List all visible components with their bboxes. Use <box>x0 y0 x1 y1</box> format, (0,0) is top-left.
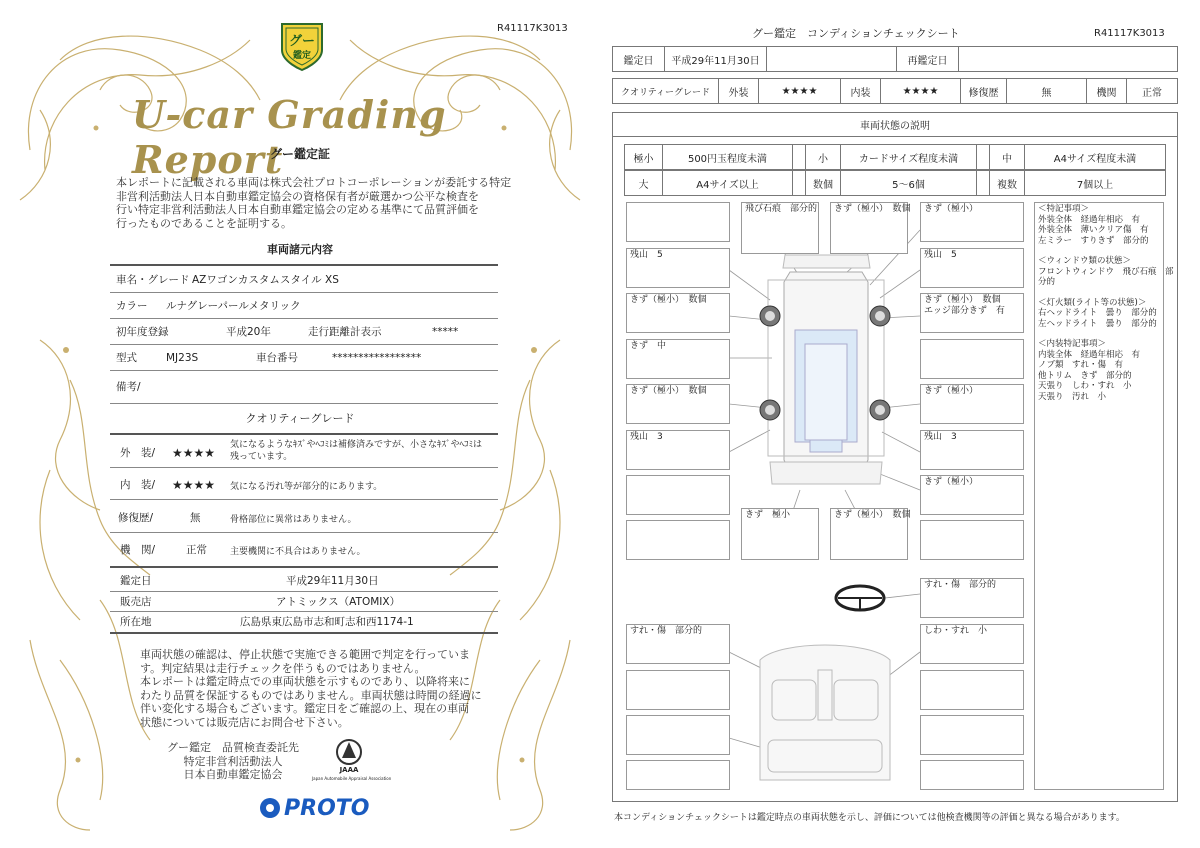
note-line: ＜特記事項＞ <box>1038 204 1090 214</box>
repair-label: 修復歴 <box>961 79 1007 103</box>
notice-line: 伴い変化する場合もございます。鑑定日をご確認の上、現在の車両 <box>140 702 470 715</box>
position-box: すれ・傷 部分的 <box>626 624 730 664</box>
appraisal-date-value: 平成29年11月30日 <box>286 575 379 587</box>
position-box: すれ・傷 部分的 <box>920 578 1024 618</box>
engine-value: 正常 <box>186 544 207 556</box>
position-box <box>626 760 730 790</box>
condition-check-sheet <box>600 0 1200 848</box>
note-line: 右ヘッドライト 曇り 部分的 <box>1038 308 1157 318</box>
engine-label: 機 関/ <box>120 544 156 556</box>
report-serial: R41117K3013 <box>497 23 568 34</box>
certificate-heading: グー鑑定証 <box>269 147 330 161</box>
dealer-label: 販売店 <box>120 596 152 608</box>
jaaa-logo <box>312 736 392 792</box>
notice-line: わたり品質を保証するものではありません。車両状態は時間の経過に <box>140 688 482 702</box>
position-box: 飛び石痕 部分的 <box>741 202 819 254</box>
car-top-view-icon <box>760 255 890 484</box>
legend-value: 500円玉程度未満 <box>663 145 793 169</box>
first-reg-label: 初年度登録 <box>116 326 169 338</box>
mileage-value: ***** <box>432 326 459 338</box>
position-box <box>626 670 730 710</box>
note-line: 分的 <box>1038 277 1056 287</box>
position-box <box>920 339 1024 379</box>
proto-logo <box>258 793 369 823</box>
note-line: 天張り 汚れ 小 <box>1038 391 1107 402</box>
steering-wheel-icon <box>836 586 884 610</box>
exterior-desc <box>230 439 482 463</box>
position-box <box>920 520 1024 560</box>
divider <box>110 264 498 266</box>
reappraisal-label: 再鑑定日 <box>897 47 959 71</box>
divider <box>110 499 498 500</box>
note-spacer <box>1038 246 1160 256</box>
goo-kantei-logo <box>280 20 324 72</box>
car-name-value: AZワゴンカスタムスタイル XS <box>192 274 339 286</box>
position-box: きず（極小） 数個 <box>626 384 730 424</box>
note-line: 外装全体 経過年相応 有 <box>1038 214 1141 225</box>
interior-label: 内装 <box>841 79 881 103</box>
exterior-label: 外 装/ <box>120 447 156 459</box>
note-line: ＜内装特記事項＞ <box>1038 339 1107 349</box>
divider <box>110 467 498 468</box>
spec-heading: 車両諸元内容 <box>267 243 333 256</box>
proto-mark-icon <box>258 796 282 820</box>
position-box: きず（極小） 数個 <box>626 293 730 333</box>
interior-stars: ★★★★ <box>172 478 216 492</box>
note-spacer <box>1038 329 1160 339</box>
position-box: しわ・すれ 小 <box>920 624 1024 664</box>
position-box: 残山 5 <box>920 248 1024 288</box>
position-box: きず（極小） <box>920 202 1024 242</box>
legend-key: 複数 <box>989 171 1025 195</box>
engine-desc: 主要機関に不具合はありません。 <box>230 547 366 557</box>
legend-value: A4サイズ程度未満 <box>1053 153 1137 165</box>
note-line: ノブ類 すれ・傷 有 <box>1038 360 1124 370</box>
divider <box>110 532 498 533</box>
note-line: ＜灯火類(ライト等の状態)＞ <box>1038 297 1147 308</box>
intro-paragraph <box>116 176 511 230</box>
org-line: 日本自動車鑑定協会 <box>183 768 283 781</box>
address-value: 広島県東広島市志和町志和西1174-1 <box>240 616 414 628</box>
sheet-title: グー鑑定 コンディションチェックシート <box>752 27 960 40</box>
legend-value: カードサイズ程度未満 <box>841 145 977 169</box>
mileage-label: 走行距離計表示 <box>308 326 382 338</box>
note-line: 内装全体 経過年相応 有 <box>1038 349 1141 360</box>
divider <box>110 318 498 319</box>
exterior-desc-line: 残っています。 <box>230 452 293 462</box>
appraisal-date-label: 鑑定日 <box>120 575 152 587</box>
address-label: 所在地 <box>120 616 152 628</box>
organization-block <box>160 741 306 782</box>
position-box: きず（極小） 数個 <box>830 508 908 560</box>
report-title: U-car Grading Report <box>132 92 447 182</box>
position-box: きず（極小） <box>920 475 1024 515</box>
interior-label: 内 装/ <box>120 479 156 491</box>
proto-text: PROTO <box>284 795 370 821</box>
exterior-stars: ★★★★ <box>172 446 216 460</box>
logo-text-bottom: 鑑定 <box>292 51 311 61</box>
color-label: カラー <box>116 300 148 312</box>
notice-line: 本レポートは鑑定時点での車両状態を示すものであり、以降将来に <box>140 675 470 688</box>
interior-value: ★★★★ <box>881 79 961 103</box>
sheet-serial: R41117K3013 <box>1094 28 1165 39</box>
note-line: 外装全体 薄いクリア傷 有 <box>1038 225 1149 235</box>
notice-paragraph <box>140 648 482 729</box>
position-box: きず 極小 <box>741 508 819 560</box>
legend-key: 極小 <box>625 145 663 169</box>
legend-value: 7個以上 <box>1076 179 1114 191</box>
model-value: MJ23S <box>166 352 199 364</box>
position-box <box>920 715 1024 755</box>
divider <box>110 566 498 568</box>
quality-heading: クオリティーグレード <box>245 412 355 425</box>
note-line: 左ヘッドライト 曇り 部分的 <box>1038 318 1157 329</box>
note-line: 天張り しわ・すれ 小 <box>1038 381 1132 391</box>
chassis-value: ***************** <box>332 352 422 364</box>
dealer-value: アトミックス（ATOMIX） <box>276 596 401 608</box>
divider <box>110 433 498 435</box>
notice-line: 車両状態の確認は、停止状態で実施できる範囲で判定を行っていま <box>140 648 470 661</box>
special-notes <box>1034 202 1174 790</box>
position-box: 残山 3 <box>920 430 1024 470</box>
position-box <box>626 202 730 242</box>
jaaa-text: JAAA <box>339 766 359 774</box>
date-value: 平成29年11月30日 <box>665 47 767 71</box>
exterior-label: 外装 <box>719 79 759 103</box>
position-box: 残山 3 <box>626 430 730 470</box>
divider <box>110 632 498 634</box>
note-line: 他トリム きず 部分的 <box>1038 370 1132 381</box>
engine-label: 機関 <box>1087 79 1127 103</box>
position-box <box>626 520 730 560</box>
position-box <box>626 475 730 515</box>
engine-value: 正常 <box>1142 87 1162 99</box>
position-box: きず（極小） 数個 <box>830 202 908 254</box>
chassis-label: 車台番号 <box>256 352 298 364</box>
position-box: 残山 5 <box>626 248 730 288</box>
divider <box>110 370 498 371</box>
position-box: きず 中 <box>626 339 730 379</box>
interior-desc: 気になる汚れ等が部分的にあります。 <box>230 482 383 492</box>
position-box: きず（極小） <box>920 384 1024 424</box>
legend-value: A4サイズ以上 <box>663 171 793 195</box>
notice-line: 状態については販売店にお問合せ下さい。 <box>140 715 349 729</box>
position-box <box>920 293 1024 333</box>
remarks-label: 備考/ <box>116 381 141 393</box>
note-spacer <box>1038 288 1160 298</box>
repair-desc: 骨格部位に異常はありません。 <box>230 515 357 525</box>
car-interior-icon <box>760 645 890 780</box>
divider <box>110 611 498 612</box>
position-box <box>920 760 1024 790</box>
legend-key: 小 <box>805 145 841 169</box>
org-line: グー鑑定 品質検査委託先 <box>167 741 299 754</box>
divider <box>110 292 498 293</box>
note-line: 左ミラー すりきず 部分的 <box>1038 235 1149 246</box>
legend-key: 大 <box>625 171 663 195</box>
position-box <box>920 670 1024 710</box>
intro-line: 非営利活動法人日本自動車鑑定協会の資格保有者が厳選かつ公平な検査を <box>116 189 479 203</box>
jaaa-subtext: Japan Automobile Appraisal Association <box>312 776 392 781</box>
repair-label: 修復歴/ <box>118 512 154 524</box>
model-label: 型式 <box>116 352 137 364</box>
divider <box>110 403 498 404</box>
note-line: ＜ウィンドウ類の状態＞ <box>1038 256 1131 266</box>
intro-line: 行ったものであることを証明する。 <box>116 216 292 230</box>
repair-value: 無 <box>190 512 201 524</box>
intro-line: 行い特定非営利活動法人日本自動車鑑定協会の定める基準にて品質評価を <box>116 203 479 216</box>
logo-text-top: グー <box>288 34 315 49</box>
intro-line: 本レポートに記載される車両は株式会社プロトコーポレーションが委託する特定 <box>116 176 512 189</box>
notice-line: す。判定結果は走行チェックを伴うものではありません。 <box>140 661 426 675</box>
divider <box>110 344 498 345</box>
sheet-footer: 本コンディションチェックシートは鑑定時点の車両状態を示し、評価については他検査機関等の評価と異なる場合があります。 <box>614 813 1125 823</box>
legend-value: 5～6個 <box>841 171 977 195</box>
box-line: きず（極小） 数個 <box>924 295 1001 305</box>
car-name-label: 車名・グレード <box>116 274 190 286</box>
legend-key: 数個 <box>805 171 841 195</box>
quality-grade-label: クオリティーグレード <box>613 79 719 103</box>
color-value: ルナグレーパールメタリック <box>166 300 301 312</box>
divider <box>110 591 498 592</box>
exterior-value: ★★★★ <box>759 79 841 103</box>
legend-title: 車両状態の説明 <box>612 112 1178 137</box>
exterior-desc-line: 気になるようなｷｽﾞやﾍｺﾐは補修済みですが、小さなｷｽﾞやﾍｺﾐは <box>230 440 483 450</box>
date-label: 鑑定日 <box>613 47 665 71</box>
note-line: フロントウィンドウ 飛び石痕 部 <box>1038 266 1174 277</box>
org-line: 特定非営利活動法人 <box>183 754 283 768</box>
position-box <box>626 715 730 755</box>
first-reg-value: 平成20年 <box>226 326 271 338</box>
box-line: エッジ部分きず 有 <box>924 306 1005 316</box>
legend-key: 中 <box>989 145 1025 169</box>
repair-value: 無 <box>1007 79 1087 103</box>
